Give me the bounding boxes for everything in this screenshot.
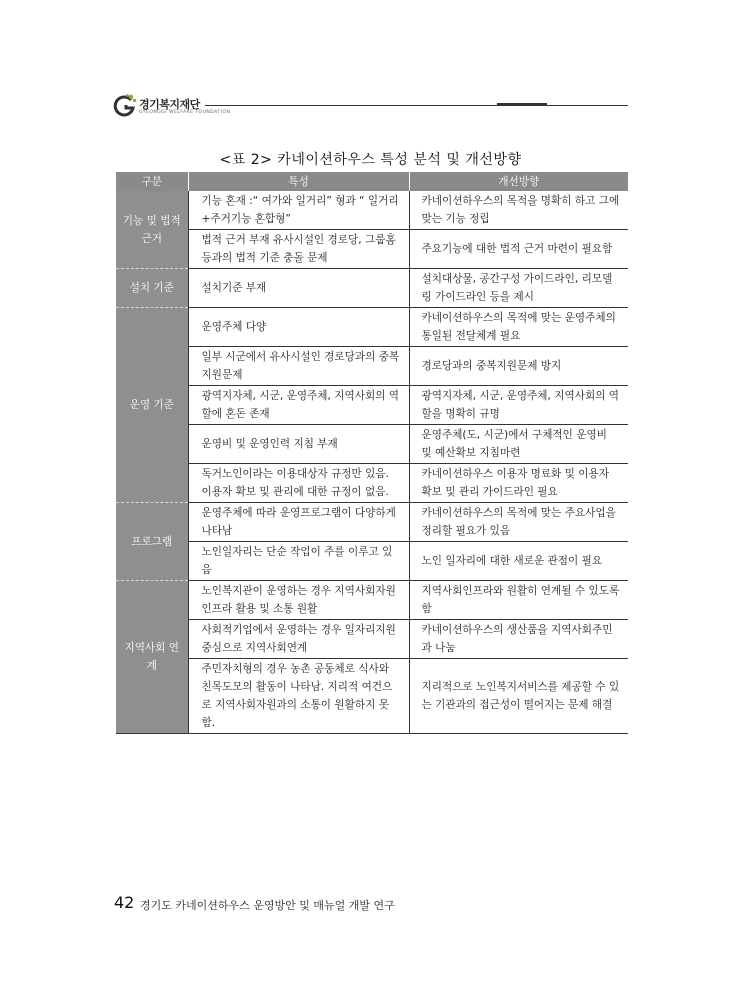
table-row xyxy=(116,464,628,503)
table-title: <표 2> 카네이션하우스 특성 분석 및 개선방향 xyxy=(219,152,522,168)
improvement-cell: 광역지자체, 시군, 운영주체, 지역사회의 역할을 명확히 규명 xyxy=(409,386,628,425)
table-row xyxy=(116,230,628,269)
table-row xyxy=(116,425,628,464)
header-rule-accent xyxy=(497,103,547,105)
table-row xyxy=(116,581,628,620)
improvement-cell: 카네이션하우스의 목적에 맞는 주요사업을 정리할 필요가 있음 xyxy=(409,503,628,542)
category-cell: 설치 기준 xyxy=(116,269,188,308)
feature-cell: 주민자치형의 경우 농촌 공동체로 식사와 친목도모의 활동이 나타남. 지리적 여건으로 지역사회자원과의 소통이 원활하지 못함. xyxy=(188,659,409,734)
feature-cell: 설치기준 부재 xyxy=(188,269,409,308)
category-cell: 프로그램 xyxy=(116,503,188,581)
column-header-feature: 특성 xyxy=(188,172,409,191)
category-cell: 기능 및 법적 근거 xyxy=(116,191,188,269)
header-rule xyxy=(205,105,628,106)
improvement-cell: 카네이션하우스의 생산품을 지역사회주민과 나눔 xyxy=(409,620,628,659)
feature-cell: 광역지자체, 시군, 운영주체, 지역사회의 역할에 혼돈 존재 xyxy=(188,386,409,425)
org-name: 경기복지재단 xyxy=(139,98,200,111)
footer-title: 경기도 카네이션하우스 운영방안 및 매뉴얼 개발 연구 xyxy=(140,899,395,912)
table-row xyxy=(116,308,628,347)
improvement-cell: 설치대상물, 공간구성 가이드라인, 리모델링 가이드라인 등을 제시 xyxy=(409,269,628,308)
feature-cell: 운영주체에 따라 운영프로그램이 다양하게 나타남 xyxy=(188,503,409,542)
feature-cell: 법적 근거 부재 유사시설인 경로당, 그룹홈 등과의 법적 기준 충돌 문제 xyxy=(188,230,409,269)
table-row xyxy=(116,191,628,230)
improvement-cell: 지리적으로 노인복지서비스를 제공할 수 있는 기관과의 접근성이 떨어지는 문제 해결 xyxy=(409,659,628,734)
improvement-cell: 지역사회인프라와 원활히 연계될 수 있도록 함 xyxy=(409,581,628,620)
improvement-cell: 카네이션하우스의 목적을 명확히 하고 그에 맞는 기능 정립 xyxy=(409,191,628,230)
feature-cell: 기능 혼재 :“ 여가와 일거리” 형과 “ 일거리+주거기능 혼합형” xyxy=(188,191,409,230)
table-row xyxy=(116,620,628,659)
improvement-cell: 운영주체(도, 시군)에서 구체적인 운영비 및 예산확보 지침마련 xyxy=(409,425,628,464)
improvement-cell: 주요기능에 대한 법적 근거 마련이 필요함 xyxy=(409,230,628,269)
improvement-cell: 카네이션하우스 이용자 명료화 및 이용자 확보 및 관리 가이드라인 필요 xyxy=(409,464,628,503)
category-cell: 지역사회 연계 xyxy=(116,581,188,734)
feature-cell: 노인복지관이 운영하는 경우 지역사회자원 인프라 활용 및 소통 원활 xyxy=(188,581,409,620)
page-number: 42 xyxy=(114,893,135,912)
improvement-cell: 카네이션하우스의 목적에 맞는 운영주체의 통일된 전달체계 필요 xyxy=(409,308,628,347)
column-header-improvement: 개선방향 xyxy=(409,172,628,191)
org-subtitle: GYEONGGI WELFARE FOUNDATION xyxy=(139,110,231,115)
table-row xyxy=(116,386,628,425)
analysis-table xyxy=(116,172,628,734)
table-row xyxy=(116,269,628,308)
table-row xyxy=(116,542,628,581)
table-row xyxy=(116,347,628,386)
improvement-cell: 노인 일자리에 대한 새로운 관점이 필요 xyxy=(409,542,628,581)
foundation-logo-icon xyxy=(113,93,137,117)
feature-cell: 운영주체 다양 xyxy=(188,308,409,347)
feature-cell: 독거노인이라는 이용대상자 규정만 있음. 이용자 확보 및 관리에 대한 규정이 없음. xyxy=(188,464,409,503)
improvement-cell: 경로당과의 중복지원문제 방지 xyxy=(409,347,628,386)
table-row xyxy=(116,659,628,734)
category-cell: 운영 기준 xyxy=(116,308,188,503)
feature-cell: 운영비 및 운영인력 지침 부재 xyxy=(188,425,409,464)
feature-cell: 일부 시군에서 유사시설인 경로당과의 중복지원문제 xyxy=(188,347,409,386)
table-header-row xyxy=(116,172,628,191)
table-row xyxy=(116,503,628,542)
feature-cell: 사회적기업에서 운영하는 경우 일자리지원 중심으로 지역사회연계 xyxy=(188,620,409,659)
feature-cell: 노인일자리는 단순 작업이 주를 이루고 있음 xyxy=(188,542,409,581)
column-header-category: 구분 xyxy=(116,172,188,191)
